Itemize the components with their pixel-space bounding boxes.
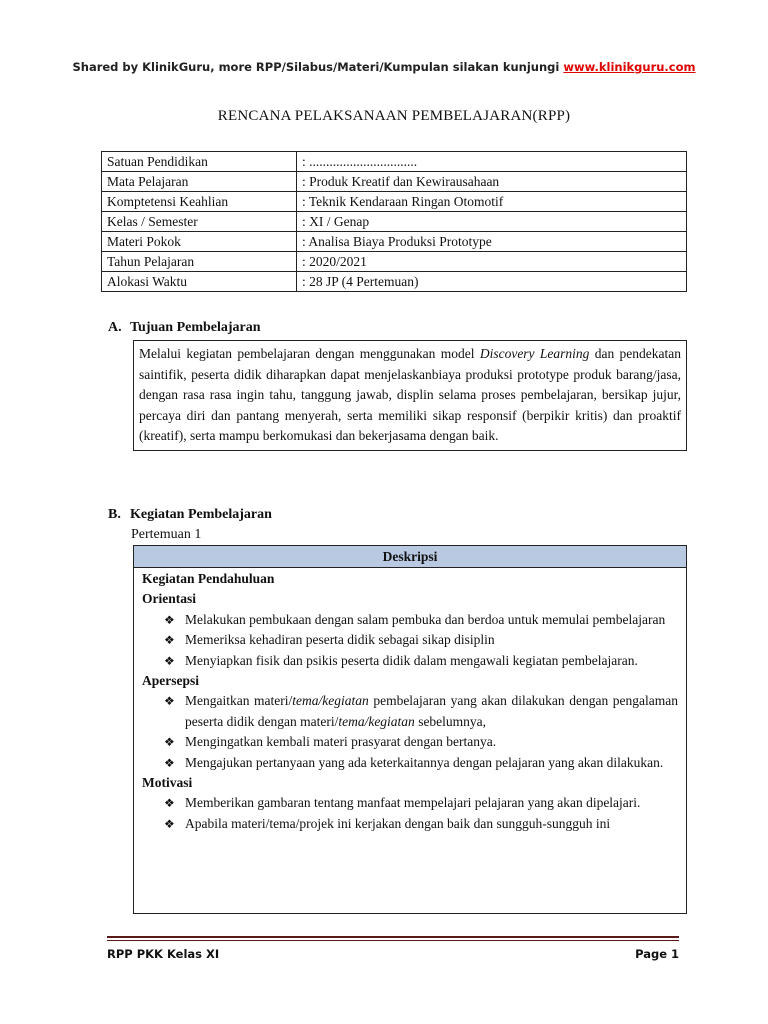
section-a-letter: A. xyxy=(108,320,122,335)
objective-model: Discovery Learning xyxy=(479,346,590,361)
section-b-title: Kegiatan Pembelajaran xyxy=(130,507,272,522)
table-row xyxy=(102,172,687,192)
info-value: : ................................ xyxy=(297,152,687,172)
list-item-text: pembelajaran yang akan dilakukan dengan pengalaman peserta didik dengan materi/ xyxy=(185,693,678,729)
table-row xyxy=(102,212,687,232)
diamond-bullet-icon: ❖ xyxy=(164,633,175,648)
diamond-bullet-icon: ❖ xyxy=(164,653,175,668)
table-row xyxy=(102,232,687,252)
kegiatan-heading: Kegiatan Pendahuluan xyxy=(142,571,275,586)
info-label: Satuan Pendidikan xyxy=(102,152,297,172)
list-item xyxy=(142,691,678,732)
info-value: : Analisa Biaya Produksi Prototype xyxy=(297,232,687,252)
list-item xyxy=(142,753,678,773)
list-item xyxy=(142,814,678,834)
orientasi-heading: Orientasi xyxy=(142,591,196,607)
list-item-text: Memeriksa kehadiran peserta didik sebagai sikap disiplin xyxy=(185,632,495,648)
section-a-heading xyxy=(108,320,261,336)
header-link[interactable]: www.klinikguru.com xyxy=(563,60,696,74)
header-text: Shared by KlinikGuru, more RPP/Silabus/Materi/Kumpulan silakan kunjungi xyxy=(72,60,564,74)
diamond-bullet-icon: ❖ xyxy=(164,735,175,750)
list-item-italic: tema/kegiatan xyxy=(292,693,369,709)
list-item xyxy=(142,793,678,813)
table-row xyxy=(102,192,687,212)
info-value: : 28 JP (4 Pertemuan) xyxy=(297,272,687,292)
document-title: RENCANA PELAKSANAAN PEMBELAJARAN(RPP) xyxy=(217,108,571,124)
page-number: Page 1 xyxy=(635,947,679,961)
info-label: Komptetensi Keahlian xyxy=(102,192,297,212)
list-item xyxy=(142,651,678,671)
list-item-text: Mengingatkan kembali materi prasyarat dengan bertanya. xyxy=(185,734,497,750)
diamond-bullet-icon: ❖ xyxy=(164,612,175,627)
info-label: Kelas / Semester xyxy=(102,212,297,232)
info-value: : XI / Genap xyxy=(297,212,687,232)
list-item-text: Apabila materi/tema/projek ini kerjakan dengan baik dan sungguh-sungguh ini xyxy=(185,815,611,831)
footer-rule xyxy=(107,936,679,938)
page-header xyxy=(0,60,768,74)
list-item-text: Memberikan gambaran tentang manfaat mempelajari pelajaran yang akan dipelajari. xyxy=(185,795,641,811)
info-table xyxy=(101,151,687,292)
description-header: Deskripsi xyxy=(133,545,687,568)
info-label: Alokasi Waktu xyxy=(102,272,297,292)
table-row xyxy=(102,252,687,272)
section-b-heading xyxy=(108,507,272,523)
list-item xyxy=(142,610,678,630)
info-label: Materi Pokok xyxy=(102,232,297,252)
info-value: : Teknik Kendaraan Ringan Otomotif xyxy=(297,192,687,212)
section-a-title: Tujuan Pembelajaran xyxy=(130,320,261,335)
diamond-bullet-icon: ❖ xyxy=(164,694,175,709)
objective-text-2: dan pendekatan saintifik, peserta didik diharapkan dapat menjelaskanbiaya produksi prototype produk barang/jasa, dengan rasa rasa ingin tahu, tanggung jawab, displin selama proses pembelajaran, bersikap jujur, percaya diri dan pantang menyerah, serta memiliki sikap responsif (berpikir kritis) dan proaktif (kreatif), serta mampu berkomukasi dan bekerjasama dengan baik. xyxy=(139,346,681,443)
objective-text-1: Melalui kegiatan pembelajaran dengan menggunakan model xyxy=(139,346,480,361)
list-item xyxy=(142,732,678,752)
info-label: Tahun Pelajaran xyxy=(102,252,297,272)
diamond-bullet-icon: ❖ xyxy=(164,755,175,770)
list-item xyxy=(142,630,678,650)
list-item-italic: tema/kegiatan xyxy=(338,713,415,729)
list-item-text: sebelumnya, xyxy=(414,713,487,729)
footer-left: RPP PKK Kelas XI xyxy=(107,947,220,961)
info-label: Mata Pelajaran xyxy=(102,172,297,192)
diamond-bullet-icon: ❖ xyxy=(164,796,175,811)
table-row xyxy=(102,272,687,292)
footer-rule-thin xyxy=(107,940,679,941)
info-value: : 2020/2021 xyxy=(297,252,687,272)
objective-box xyxy=(133,340,687,451)
list-item-text: Menyiapkan fisik dan psikis peserta didik dalam mengawali kegiatan pembelajaran. xyxy=(185,652,638,668)
table-row xyxy=(102,152,687,172)
list-item-text: Mengaitkan materi/ xyxy=(185,693,293,709)
description-cell xyxy=(133,567,687,914)
meeting-label: Pertemuan 1 xyxy=(131,527,202,542)
diamond-bullet-icon: ❖ xyxy=(164,816,175,831)
info-value: : Produk Kreatif dan Kewirausahaan xyxy=(297,172,687,192)
list-item-text: Mengajukan pertanyaan yang ada keterkaitannya dengan pelajaran yang akan dilakukan. xyxy=(185,754,664,770)
section-b-letter: B. xyxy=(108,507,121,522)
apersepsi-heading: Apersepsi xyxy=(142,673,199,689)
list-item-text: Melakukan pembukaan dengan salam pembuka dan berdoa untuk memulai pembelajaran xyxy=(185,611,666,627)
motivasi-heading: Motivasi xyxy=(142,775,193,791)
